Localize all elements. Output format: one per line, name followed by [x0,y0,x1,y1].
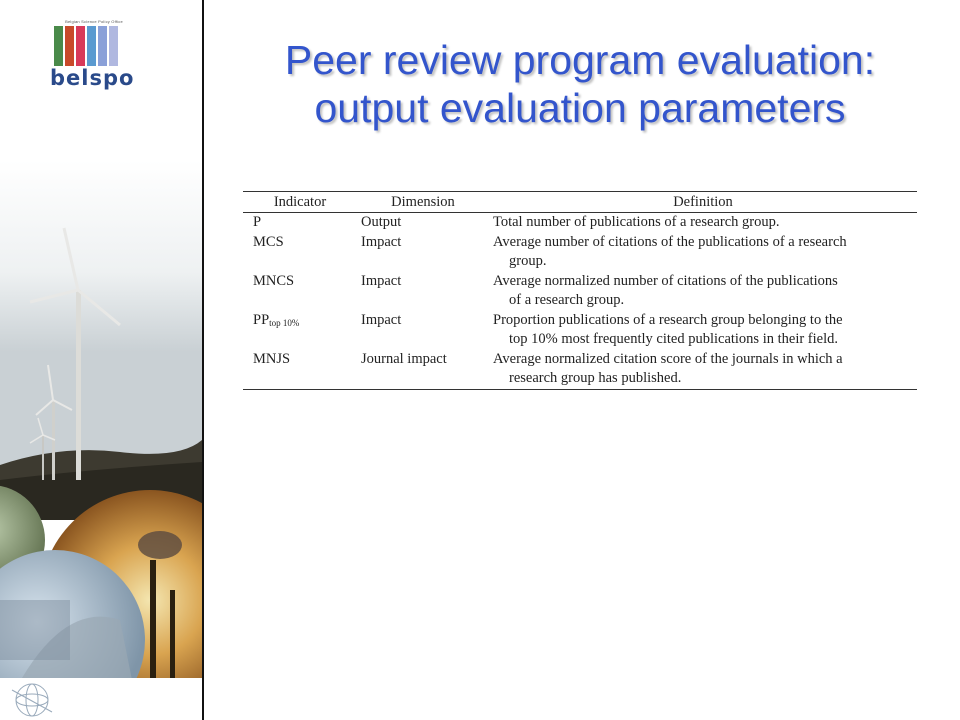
indicator-table [243,191,917,390]
header-indicator: Indicator [273,194,327,210]
definition-line: research group has published. [509,370,682,386]
definition-cell [489,272,917,311]
header-definition: Definition [673,194,733,210]
indicator-cell [243,233,357,272]
indicator-name: PP [253,311,270,328]
table-row [243,311,917,350]
indicator-cell [243,272,357,311]
dimension-cell: Impact [361,233,402,250]
header-dimension: Dimension [391,194,455,210]
indicator-cell [243,311,357,350]
logo-color-bars [54,26,118,66]
indicator-subscript: top 10% [269,317,300,328]
definition-line: Proportion publications of a research group belonging to the [493,311,843,328]
title-line-1: Peer review program evaluation: [284,37,876,83]
left-photo-panel [0,0,202,720]
logo-bar [109,26,118,66]
dimension-cell: Output [361,214,402,230]
table-row [243,272,917,311]
indicator-cell [243,350,357,390]
definition-cell [489,213,917,233]
definition-line: of a research group. [509,292,625,308]
dimension-cell: Journal impact [361,350,447,367]
logo-bar [76,26,85,66]
dimension-cell: Impact [361,272,402,289]
vertical-divider [202,0,204,720]
table-row [243,213,917,233]
logo-bar [98,26,107,66]
definition-line: Average normalized number of citations of the publications [493,272,838,289]
logo-bar [87,26,96,66]
definition-cell [489,311,917,350]
indicator-name: P [253,214,262,230]
logo-bar [65,26,74,66]
table-row [243,350,917,390]
table-header-row [243,192,917,213]
indicator-name: MNJS [253,350,291,367]
definition-cell [489,350,917,390]
logo-wordmark: belspo [50,66,135,90]
definition-line: Total number of publications of a research group. [493,214,780,230]
title-line-2: output evaluation parameters [314,85,846,131]
indicator-name: MNCS [253,272,295,289]
logo-bar [54,26,63,66]
definition-line: group. [509,253,547,269]
logo-caption: Belgian Science Policy Office [65,19,123,24]
definition-cell [489,233,917,272]
indicator-name: MCS [253,233,284,250]
table-row [243,233,917,272]
definition-line: Average normalized citation score of the journals in which a [493,350,843,367]
wind-turbine-collage-image [0,0,202,720]
indicator-cell [243,213,357,233]
dimension-cell: Impact [361,311,402,328]
slide-title [215,36,945,132]
definition-line: top 10% most frequently cited publications in their field. [509,331,838,347]
definition-line: Average number of citations of the publications of a research [493,233,847,250]
